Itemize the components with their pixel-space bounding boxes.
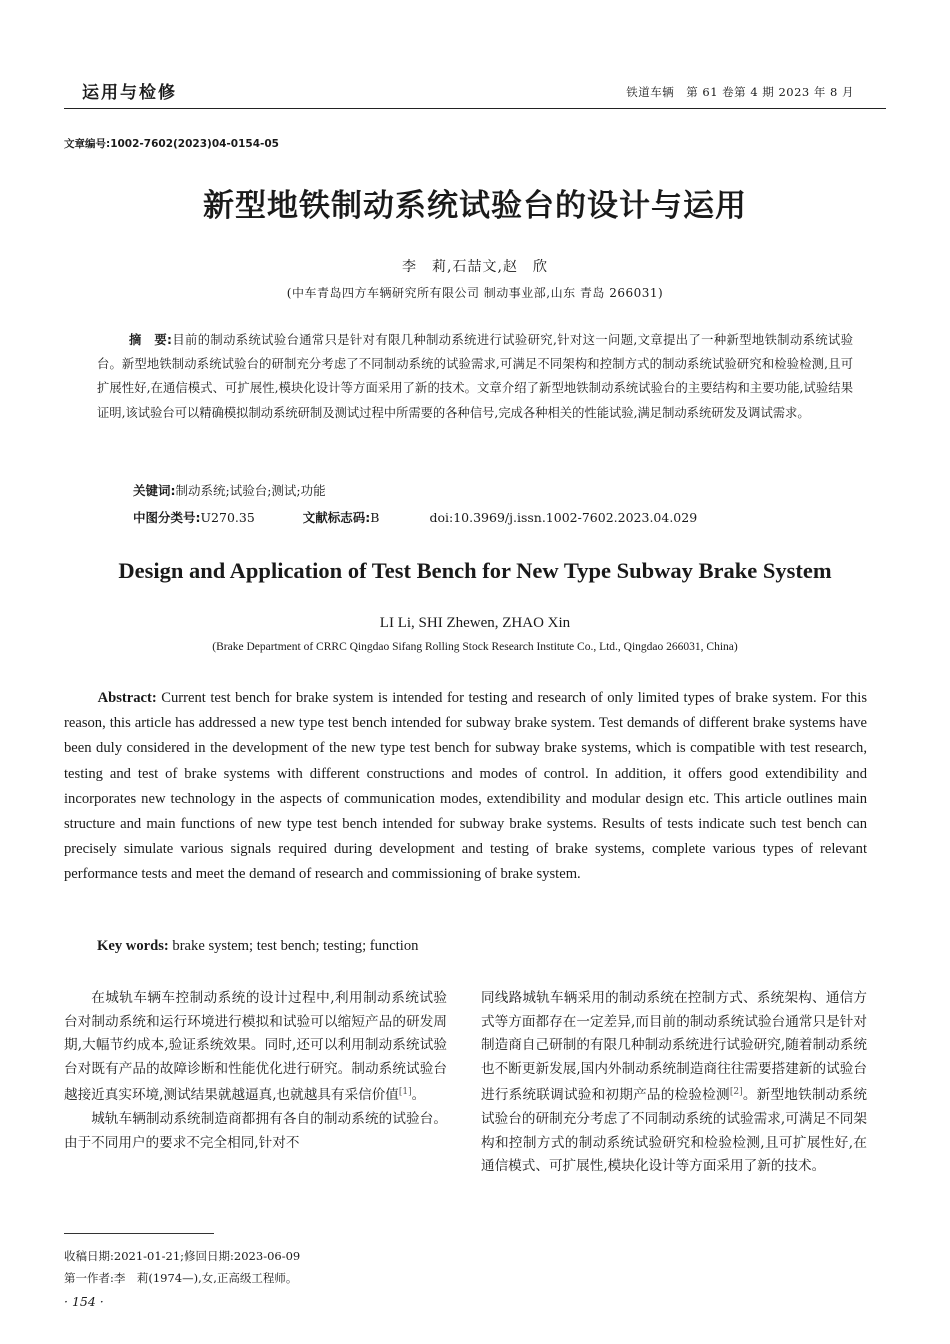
keywords-english xyxy=(97,938,418,955)
paragraph-text: 在城轨车辆车控制动系统的设计过程中,利用制动系统试验台对制动系统和运行环境进行模拟和试验可以缩短产品的研发周期,大幅节约成本,验证系统效果。同时,还可以利用制动系统试验台对既有产品的故障诊断和性能优化进行研究。制动系统试验台越接近真实环境,测试结果就越逼真,也就越具有采信价值 xyxy=(64,990,447,1104)
article-number: 文章编号:1002-7602(2023)04-0154-05 xyxy=(64,138,279,150)
footnote-received: 收稿日期:2021-01-21;修回日期:2023-06-09 xyxy=(64,1249,301,1263)
doc-code-label: 文献标志码: xyxy=(302,510,371,525)
affiliation-chinese: (中车青岛四方车辆研究所有限公司 制动事业部,山东 青岛 266031) xyxy=(286,286,664,300)
clc-value: U270.35 xyxy=(200,510,255,525)
abstract-en-label: Abstract: xyxy=(97,690,157,706)
section-header: 运用与检修 xyxy=(82,83,177,103)
keywords-cn-label: 关键词: xyxy=(133,483,176,498)
abstract-chinese xyxy=(97,328,853,425)
keywords-en-label: Key words: xyxy=(97,938,169,954)
abstract-cn-label: 摘 要: xyxy=(128,333,172,347)
authors-chinese: 李 莉,石喆文,赵 欣 xyxy=(402,259,548,275)
abstract-cn-text: 目前的制动系统试验台通常只是针对有限几种制动系统进行试验研究,针对这一问题,文章提出了一种新型地铁制动系统试验台。新型地铁制动系统试验台的研制充分考虑了不同制动系统的试验需求,可满足不同架构和控制方式的制动系统试验研究和检验检测,且可扩展性好,在通信模式、可扩展性,模块化设计等方面采用了新的技术。文章介绍了新型地铁制动系统试验台的主要结构和主要功能,试验结果证明,该试验台可以精确模拟制动系统研制及测试过程中所需要的各种信号,完成各种相关的性能试验,满足制动系统研发及调试需求。 xyxy=(97,333,853,420)
classification-row xyxy=(133,508,853,526)
paragraph-text: 同线路城轨车辆采用的制动系统在控制方式、系统架构、通信方式等方面都存在一定差异,而目前的制动系统试验台通常只是针对制造商自己研制的有限几种制动系统进行试验研究,随着制动系统也不断更新发展,国内外制动系统制造商往往需要搭建新的试验台进行系统联调试验和初期产品的检验检测 xyxy=(481,990,867,1104)
paragraph-end: 。 xyxy=(411,1087,426,1104)
affiliation-english: (Brake Department of CRRC Qingdao Sifang Rolling Stock Research Institute Co., Ltd., Qingdao 266031, China) xyxy=(212,641,738,653)
abstract-english xyxy=(64,686,867,888)
body-paragraph xyxy=(64,987,447,1108)
body-paragraph xyxy=(481,987,867,1179)
page-number: · 154 · xyxy=(64,1294,104,1309)
citation-ref[interactable]: [2] xyxy=(729,1087,743,1098)
body-column-left xyxy=(64,987,447,1155)
header-divider xyxy=(64,108,886,109)
footnote-divider xyxy=(64,1233,214,1234)
body-paragraph: 城轨车辆制动系统制造商都拥有各自的制动系统的试验台。由于不同用户的要求不完全相同,针对不 xyxy=(64,1110,447,1151)
body-column-right xyxy=(481,987,867,1179)
doi: doi:10.3969/j.issn.1002-7602.2023.04.029 xyxy=(429,510,698,525)
keywords-en-text: brake system; test bench; testing; function xyxy=(168,938,419,954)
doc-code-value: B xyxy=(370,510,380,525)
clc-label: 中图分类号: xyxy=(133,510,201,525)
footnote-first-author: 第一作者:李 莉(1974—),女,正高级工程师。 xyxy=(64,1271,298,1285)
keywords-chinese xyxy=(133,481,326,499)
authors-english: LI Li, SHI Zhewen, ZHAO Xin xyxy=(379,615,571,631)
title-chinese: 新型地铁制动系统试验台的设计与运用 xyxy=(203,188,747,224)
keywords-cn-text: 制动系统;试验台;测试;功能 xyxy=(175,483,326,498)
journal-info: 铁道车辆 第 61 卷第 4 期 2023 年 8 月 xyxy=(626,85,854,99)
abstract-en-text: Current test bench for brake system is intended for testing and research of only limited types of brake system. For this reason, this article has addressed a new type test bench intended for subway brake system. Test demands of different brake systems have been duly considered in the development of the new type test bench for subway brake systems, which is compatible with test research, testing and test of brake systems with different constructions and modes of control. In addition, it offers good extendibility and incorporates new technology in the aspects of communication modes, extendibility and modular design etc. This article outlines main structure and main functions of new type test bench intended for subway brake systems. Results of tests indicate such test bench can precisely simulate various signals required during development and testing of brake systems, complete various types of relevant performance tests and meet the demand of research and commissioning of brake system. xyxy=(64,690,867,883)
title-english: Design and Application of Test Bench for New Type Subway Brake System xyxy=(118,558,832,583)
citation-ref[interactable]: [1] xyxy=(398,1087,412,1098)
paragraph-end: 。新型地铁制动系统试验台的研制充分考虑了不同制动系统的试验需求,可满足不同架构和控制方式的制动系统试验研究和检验检测,且可扩展性好,在通信模式、可扩展性,模块化设计等方面采用了新的技术。 xyxy=(481,1087,868,1175)
